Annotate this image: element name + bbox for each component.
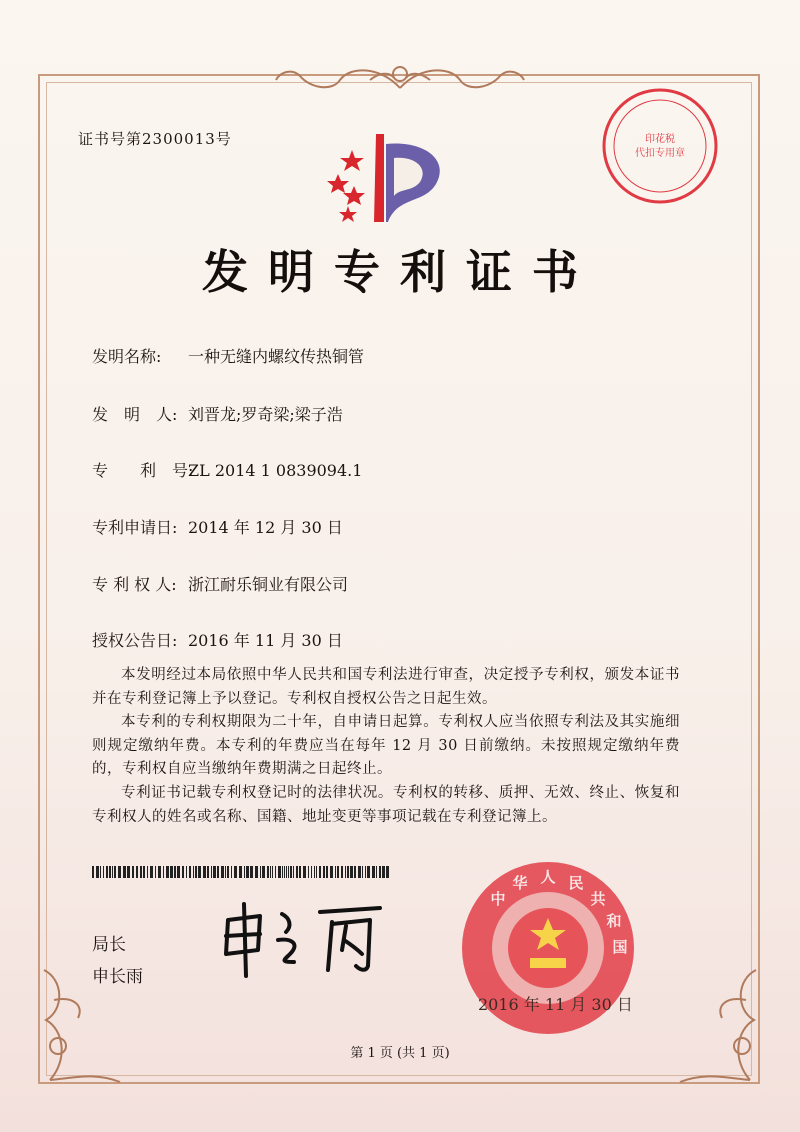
barcode-bar [170, 866, 173, 878]
barcode-bar [211, 866, 212, 878]
field-grant-date [92, 628, 343, 651]
barcode-bar [182, 866, 184, 878]
barcode-bar [272, 866, 273, 878]
seal-date: 2016 年 11 月 30 日 [478, 995, 633, 1014]
barcode-bar [286, 866, 287, 878]
barcode-bar [109, 866, 111, 878]
svg-text:共: 共 [590, 890, 606, 908]
barcode-bar [354, 866, 356, 878]
field-value: 刘晋龙;罗奇梁;梁子浩 [188, 405, 343, 424]
body-paragraph: 本专利的专利权期限为二十年，自申请日起算。专利权人应当依照专利法及其实施细则规定缴纳年费。本专利的年费应当在每年 12 月 30 日前缴纳。未按照规定缴纳年费的，专利权自应当缴纳年费期满之日起终止。 [92, 714, 680, 778]
barcode-bar [106, 866, 108, 878]
barcode-bar [350, 866, 353, 878]
barcode-bar [290, 866, 292, 878]
barcode-bar [143, 866, 145, 878]
field-label: 授权公告日: [92, 631, 178, 650]
barcode-bar [282, 866, 283, 878]
barcode-bar [267, 866, 269, 878]
barcode-bar [314, 866, 315, 878]
barcode-bar [303, 866, 306, 878]
barcode-bar [379, 866, 381, 878]
barcode-bar [311, 866, 312, 878]
certificate-body-text [92, 664, 680, 829]
barcode-bar [284, 866, 285, 878]
director-signature [220, 900, 390, 980]
barcode-bar [114, 866, 116, 878]
barcode-bar [246, 866, 249, 878]
barcode-bar [96, 866, 99, 878]
top-ornament [270, 58, 530, 98]
barcode-bar [213, 866, 216, 878]
barcode-bar [330, 866, 333, 878]
barcode-bar [382, 866, 385, 878]
tax-stamp-seal [600, 86, 720, 206]
barcode-bar [150, 866, 153, 878]
barcode-bar [227, 866, 229, 878]
barcode-bar [376, 866, 377, 878]
svg-text:中: 中 [490, 890, 506, 908]
barcode-bar [203, 866, 206, 878]
director-name: 申长雨 [92, 967, 143, 987]
barcode-bar [262, 866, 265, 878]
field-value: 浙江耐乐铜业有限公司 [188, 575, 349, 594]
barcode-bar [296, 866, 298, 878]
field-value: 一种无缝内螺纹传热铜管 [188, 347, 365, 366]
barcode-bar [155, 866, 156, 878]
cnipa-logo-icon [324, 130, 454, 230]
barcode-bar [207, 866, 209, 878]
barcode-bar [189, 866, 191, 878]
barcode-bar [132, 866, 134, 878]
barcode-bar [127, 866, 130, 878]
barcode-bar [288, 866, 289, 878]
barcode-bar [365, 866, 366, 878]
barcode-bar [163, 866, 164, 878]
director-title: 局长 [92, 935, 126, 955]
barcode-bar [260, 866, 261, 878]
field-label: 专 利 权 人: [92, 575, 177, 594]
barcode-bar [293, 866, 294, 878]
barcode-bar [299, 866, 301, 878]
barcode-bar [231, 866, 232, 878]
field-patent-number [92, 458, 362, 481]
barcode-bar [103, 866, 104, 878]
barcode-bar [221, 866, 224, 878]
barcode-bar [225, 866, 226, 878]
field-value: ZL 2014 1 0839094.1 [188, 461, 363, 480]
barcode-bar [123, 866, 126, 878]
barcode-bar [326, 866, 328, 878]
barcode-bar [177, 866, 180, 878]
svg-text:印花税: 印花税 [645, 134, 675, 145]
field-label: 专利申请日: [92, 518, 178, 537]
svg-text:华: 华 [512, 874, 528, 892]
barcode-bar [198, 866, 201, 878]
barcode-bar [316, 866, 317, 878]
barcode-bar [250, 866, 253, 878]
barcode-bar [118, 866, 121, 878]
svg-text:人: 人 [540, 868, 556, 886]
barcode-bar [323, 866, 325, 878]
barcode-bar [319, 866, 321, 878]
barcode-bar [100, 866, 101, 878]
barcode-bar [140, 866, 142, 878]
barcode-bar [193, 866, 194, 878]
field-label: 发明名称: [92, 347, 162, 366]
barcode-bar [275, 866, 276, 878]
barcode-bar [147, 866, 148, 878]
barcode-bar [244, 866, 245, 878]
svg-text:民: 民 [568, 874, 584, 892]
field-invention-name [92, 344, 364, 367]
certificate-title: 发明专利证书 [202, 245, 598, 299]
barcode-bar [158, 866, 161, 878]
page-footer: 第 1 页 (共 1 页) [350, 1046, 450, 1061]
field-value: 2014 年 12 月 30 日 [188, 518, 343, 537]
barcode-bar [136, 866, 138, 878]
barcode-bar [270, 866, 271, 878]
field-value: 2016 年 11 月 30 日 [188, 631, 343, 650]
svg-text:国: 国 [612, 938, 628, 956]
barcode-bar [335, 866, 336, 878]
barcode-bar [166, 866, 169, 878]
barcode-bar [362, 866, 363, 878]
barcode-bar [195, 866, 197, 878]
svg-text:和: 和 [606, 912, 622, 930]
body-paragraph: 专利证书记载专利权登记时的法律状况。专利权的转移、质押、无效、终止、恢复和专利权人的姓名或名称、国籍、地址变更等事项记载在专利登记簿上。 [92, 784, 680, 825]
barcode-bar [367, 866, 370, 878]
field-inventors [92, 402, 343, 425]
barcode-bar [92, 866, 94, 878]
barcode-bar [278, 866, 281, 878]
field-label: 专 利 号: [92, 461, 194, 480]
barcode-bar [345, 866, 346, 878]
body-paragraph: 本发明经过本局依照中华人民共和国专利法进行审查，决定授予专利权，颁发本证书并在专利登记簿上予以登记。专利权自授权公告之日起生效。 [92, 667, 680, 707]
field-application-date [92, 515, 343, 538]
corner-ornament-bottom-right [676, 960, 766, 1090]
barcode-bar [308, 866, 309, 878]
svg-text:代扣专用章: 代扣专用章 [635, 148, 685, 159]
barcode-bar [337, 866, 339, 878]
barcode-bar [255, 866, 258, 878]
barcode-bar [186, 866, 187, 878]
barcode-bar [217, 866, 219, 878]
field-label: 发 明 人: [92, 405, 178, 424]
barcode-bar [341, 866, 343, 878]
barcode-bar [112, 866, 113, 878]
barcode-bar [234, 866, 237, 878]
barcode-bar [174, 866, 176, 878]
barcode-bar [347, 866, 349, 878]
barcode-bar [358, 866, 361, 878]
certificate-number: 证书号第2300013号 [78, 130, 232, 148]
barcode-bar [386, 866, 389, 878]
barcode-bar [372, 866, 375, 878]
field-patentee [92, 572, 348, 595]
barcode [92, 866, 392, 878]
barcode-bar [239, 866, 242, 878]
